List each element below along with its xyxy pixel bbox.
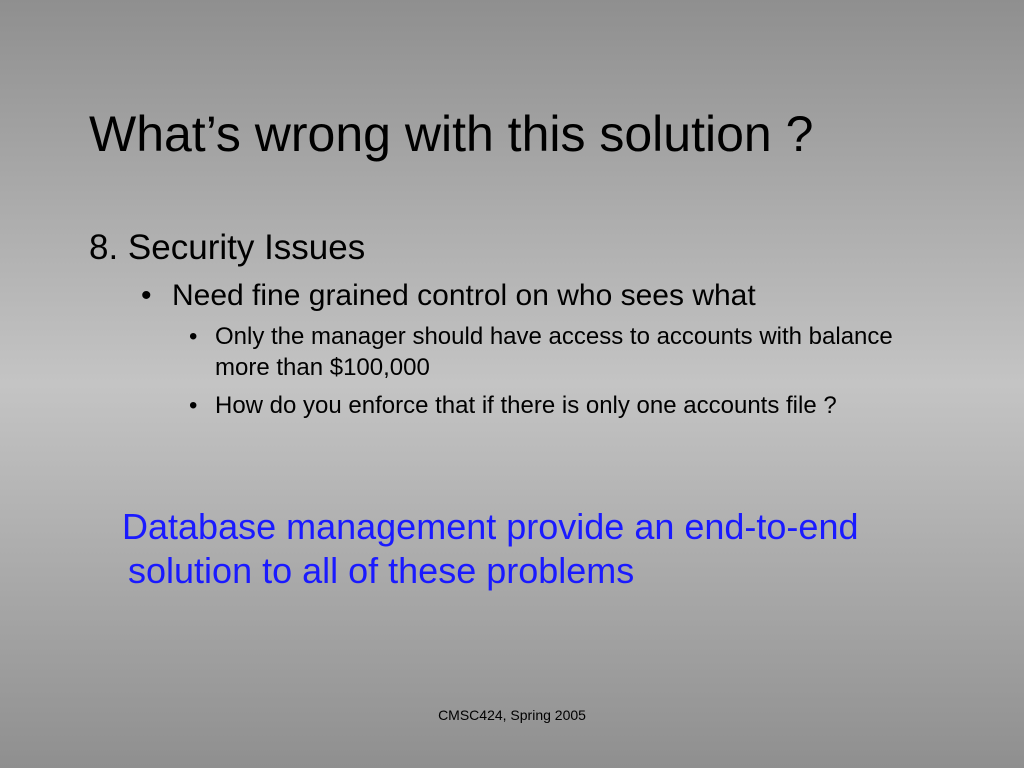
section-heading: 8. Security Issues — [89, 228, 366, 267]
bullet-marker: • — [141, 279, 152, 312]
slide-footer: CMSC424, Spring 2005 — [438, 707, 586, 723]
bullet-marker: • — [189, 392, 198, 419]
bullet-text: How do you enforce that if there is only one accounts file ? — [215, 392, 837, 419]
callout-line-2: solution to all of these problems — [128, 550, 635, 591]
bullet-marker: • — [189, 323, 198, 350]
slide-title: What’s wrong with this solution ? — [89, 106, 814, 162]
callout-line-1: Database management provide an end-to-end — [122, 506, 859, 547]
bullet-text: Only the manager should have access to accounts with balance more than $100,000 — [215, 323, 893, 381]
conclusion-callout — [122, 505, 962, 593]
bullet-text: Need fine grained control on who sees what — [172, 279, 756, 312]
